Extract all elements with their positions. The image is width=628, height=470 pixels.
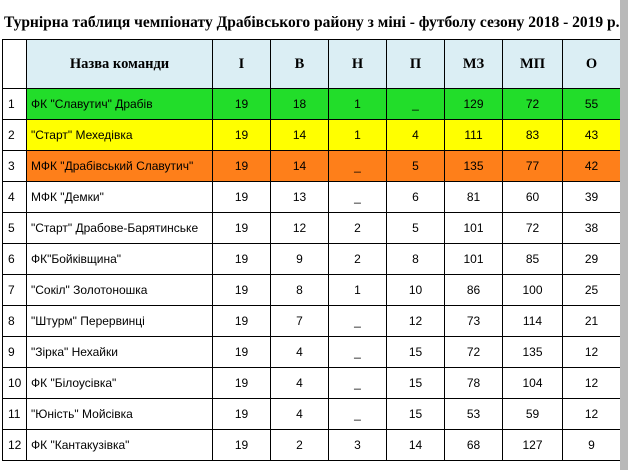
goals-for-cell: 101 bbox=[445, 213, 503, 244]
goals-against-cell: 59 bbox=[503, 399, 563, 430]
played-cell: 19 bbox=[213, 89, 271, 120]
table-row bbox=[3, 306, 621, 337]
points-cell: 39 bbox=[563, 182, 621, 213]
goals-for-cell: 73 bbox=[445, 306, 503, 337]
header-played: І bbox=[213, 40, 271, 89]
goals-against-cell: 60 bbox=[503, 182, 563, 213]
goals-for-cell: 129 bbox=[445, 89, 503, 120]
header-number-cell bbox=[3, 40, 27, 89]
played-cell: 19 bbox=[213, 151, 271, 182]
goals-for-cell: 68 bbox=[445, 430, 503, 461]
goals-for-cell: 135 bbox=[445, 151, 503, 182]
row-number: 11 bbox=[3, 399, 27, 430]
drawn-cell: 3 bbox=[329, 430, 387, 461]
goals-for-cell: 101 bbox=[445, 244, 503, 275]
played-cell: 19 bbox=[213, 306, 271, 337]
goals-against-cell: 83 bbox=[503, 120, 563, 151]
window-edge bbox=[620, 0, 628, 470]
row-number: 10 bbox=[3, 368, 27, 399]
header-goals-for: МЗ bbox=[445, 40, 503, 89]
goals-against-cell: 77 bbox=[503, 151, 563, 182]
header-goals-against: МП bbox=[503, 40, 563, 89]
drawn-cell: 1 bbox=[329, 89, 387, 120]
team-name: ФК "Кантакузівка" bbox=[27, 430, 213, 461]
won-cell: 14 bbox=[271, 151, 329, 182]
header-won: В bbox=[271, 40, 329, 89]
goals-against-cell: 72 bbox=[503, 213, 563, 244]
won-cell: 13 bbox=[271, 182, 329, 213]
drawn-cell: _ bbox=[329, 368, 387, 399]
lost-cell: 15 bbox=[387, 399, 445, 430]
won-cell: 2 bbox=[271, 430, 329, 461]
table-row bbox=[3, 120, 621, 151]
header-drawn: Н bbox=[329, 40, 387, 89]
points-cell: 25 bbox=[563, 275, 621, 306]
played-cell: 19 bbox=[213, 275, 271, 306]
table-title: Турнірна таблиця чемпіонату Драбівського району з міні - футболу сезону 2018 - 2019 р. bbox=[4, 14, 620, 31]
drawn-cell: 2 bbox=[329, 213, 387, 244]
won-cell: 4 bbox=[271, 399, 329, 430]
team-name: "Зірка" Нехайки bbox=[27, 337, 213, 368]
header-lost: П bbox=[387, 40, 445, 89]
table-row bbox=[3, 399, 621, 430]
lost-cell: 6 bbox=[387, 182, 445, 213]
lost-cell: _ bbox=[387, 89, 445, 120]
lost-cell: 12 bbox=[387, 306, 445, 337]
row-number: 8 bbox=[3, 306, 27, 337]
drawn-cell: _ bbox=[329, 399, 387, 430]
header-points: О bbox=[563, 40, 621, 89]
standings-table bbox=[2, 39, 621, 461]
lost-cell: 5 bbox=[387, 213, 445, 244]
team-name: "Сокіл" Золотоношка bbox=[27, 275, 213, 306]
played-cell: 19 bbox=[213, 368, 271, 399]
played-cell: 19 bbox=[213, 430, 271, 461]
team-name: "Юність" Мойсівка bbox=[27, 399, 213, 430]
drawn-cell: _ bbox=[329, 306, 387, 337]
table-row bbox=[3, 89, 621, 120]
team-name: "Старт" Мехедівка bbox=[27, 120, 213, 151]
won-cell: 9 bbox=[271, 244, 329, 275]
team-name: ФК"Бойківщина" bbox=[27, 244, 213, 275]
row-number: 1 bbox=[3, 89, 27, 120]
points-cell: 55 bbox=[563, 89, 621, 120]
team-name: МФК "Демки" bbox=[27, 182, 213, 213]
lost-cell: 10 bbox=[387, 275, 445, 306]
won-cell: 18 bbox=[271, 89, 329, 120]
played-cell: 19 bbox=[213, 399, 271, 430]
table-row bbox=[3, 182, 621, 213]
row-number: 9 bbox=[3, 337, 27, 368]
table-row bbox=[3, 213, 621, 244]
won-cell: 8 bbox=[271, 275, 329, 306]
won-cell: 12 bbox=[271, 213, 329, 244]
played-cell: 19 bbox=[213, 182, 271, 213]
table-row bbox=[3, 244, 621, 275]
played-cell: 19 bbox=[213, 120, 271, 151]
goals-against-cell: 127 bbox=[503, 430, 563, 461]
team-name: МФК "Драбівський Славутич" bbox=[27, 151, 213, 182]
lost-cell: 8 bbox=[387, 244, 445, 275]
played-cell: 19 bbox=[213, 244, 271, 275]
lost-cell: 14 bbox=[387, 430, 445, 461]
row-number: 7 bbox=[3, 275, 27, 306]
header-team: Назва команди bbox=[27, 40, 213, 89]
team-name: ФК "Білоусівка" bbox=[27, 368, 213, 399]
lost-cell: 4 bbox=[387, 120, 445, 151]
points-cell: 38 bbox=[563, 213, 621, 244]
won-cell: 14 bbox=[271, 120, 329, 151]
points-cell: 12 bbox=[563, 337, 621, 368]
goals-against-cell: 100 bbox=[503, 275, 563, 306]
drawn-cell: 1 bbox=[329, 275, 387, 306]
lost-cell: 15 bbox=[387, 368, 445, 399]
won-cell: 7 bbox=[271, 306, 329, 337]
header-row bbox=[3, 40, 621, 89]
goals-for-cell: 81 bbox=[445, 182, 503, 213]
table-row bbox=[3, 151, 621, 182]
points-cell: 29 bbox=[563, 244, 621, 275]
goals-for-cell: 53 bbox=[445, 399, 503, 430]
table-row bbox=[3, 430, 621, 461]
drawn-cell: _ bbox=[329, 337, 387, 368]
row-number: 6 bbox=[3, 244, 27, 275]
points-cell: 43 bbox=[563, 120, 621, 151]
goals-against-cell: 114 bbox=[503, 306, 563, 337]
goals-against-cell: 72 bbox=[503, 89, 563, 120]
team-name: "Штурм" Перервинці bbox=[27, 306, 213, 337]
drawn-cell: _ bbox=[329, 151, 387, 182]
goals-for-cell: 86 bbox=[445, 275, 503, 306]
lost-cell: 15 bbox=[387, 337, 445, 368]
row-number: 12 bbox=[3, 430, 27, 461]
row-number: 5 bbox=[3, 213, 27, 244]
drawn-cell: 2 bbox=[329, 244, 387, 275]
points-cell: 9 bbox=[563, 430, 621, 461]
row-number: 4 bbox=[3, 182, 27, 213]
goals-for-cell: 111 bbox=[445, 120, 503, 151]
points-cell: 12 bbox=[563, 368, 621, 399]
table-row bbox=[3, 275, 621, 306]
played-cell: 19 bbox=[213, 337, 271, 368]
goals-against-cell: 104 bbox=[503, 368, 563, 399]
team-name: ФК "Славутич" Драбів bbox=[27, 89, 213, 120]
won-cell: 4 bbox=[271, 368, 329, 399]
points-cell: 21 bbox=[563, 306, 621, 337]
row-number: 3 bbox=[3, 151, 27, 182]
row-number: 2 bbox=[3, 120, 27, 151]
won-cell: 4 bbox=[271, 337, 329, 368]
points-cell: 42 bbox=[563, 151, 621, 182]
played-cell: 19 bbox=[213, 213, 271, 244]
table-row bbox=[3, 368, 621, 399]
table-row bbox=[3, 337, 621, 368]
points-cell: 12 bbox=[563, 399, 621, 430]
lost-cell: 5 bbox=[387, 151, 445, 182]
team-name: "Старт" Драбове-Барятинське bbox=[27, 213, 213, 244]
drawn-cell: 1 bbox=[329, 120, 387, 151]
goals-against-cell: 85 bbox=[503, 244, 563, 275]
goals-for-cell: 72 bbox=[445, 337, 503, 368]
goals-for-cell: 78 bbox=[445, 368, 503, 399]
drawn-cell: _ bbox=[329, 182, 387, 213]
goals-against-cell: 135 bbox=[503, 337, 563, 368]
